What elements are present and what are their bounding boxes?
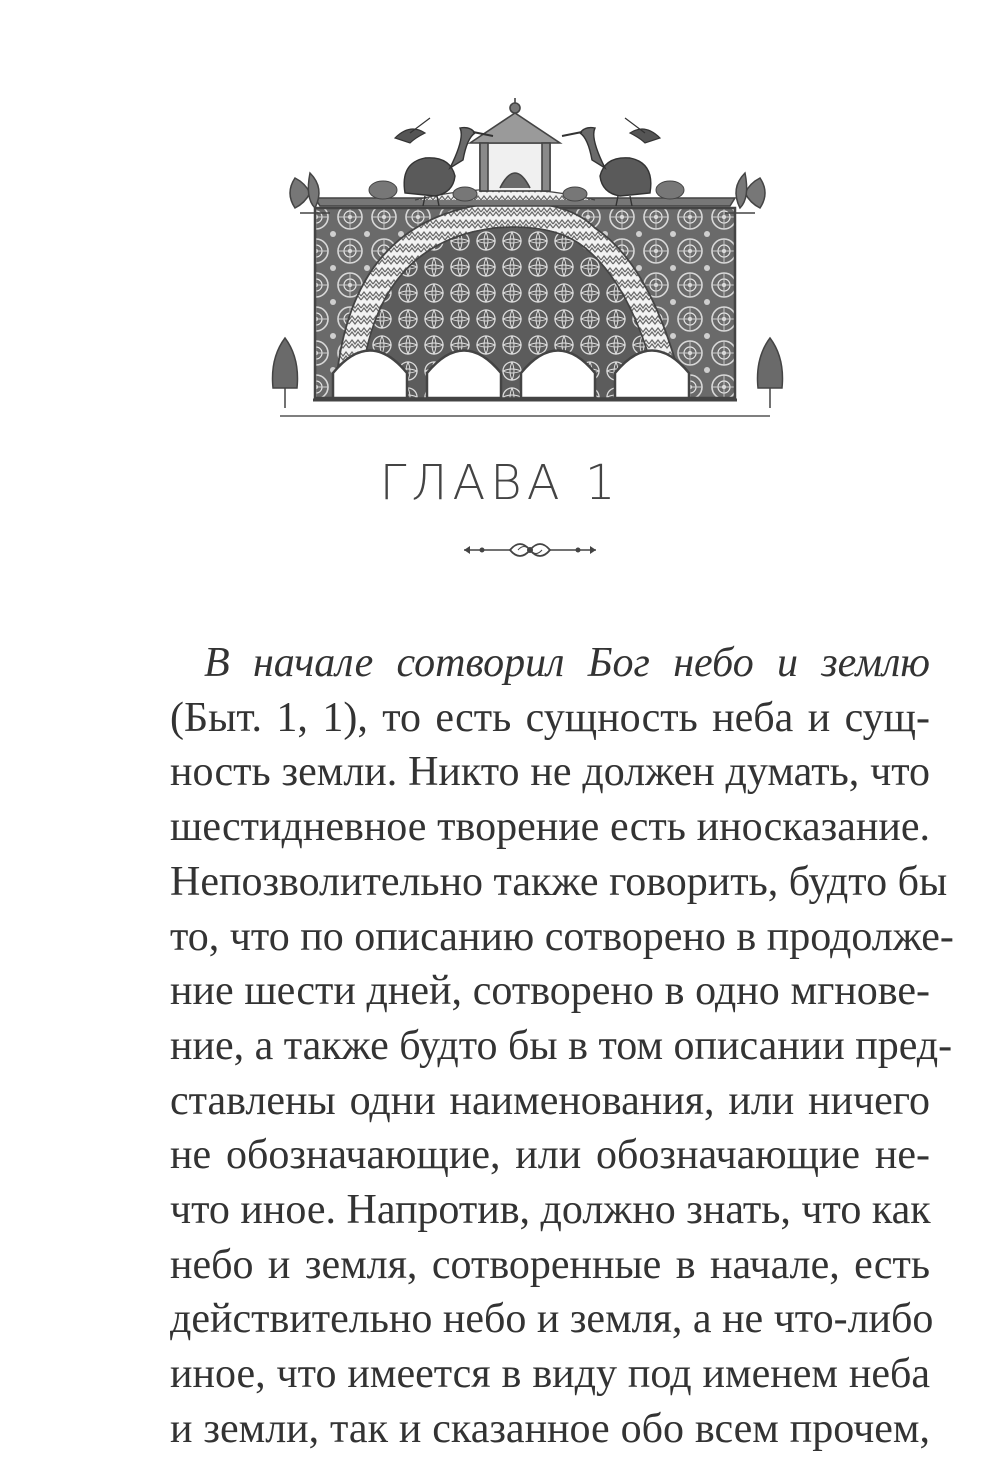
chapter-body-text xyxy=(170,636,954,1457)
text-line: Непозволительно также говорить, будто бы xyxy=(170,858,948,905)
text-line: и земли, так и сказанное обо всем прочем, xyxy=(170,1405,930,1452)
text-line: что иное. Напротив, должно знать, что как xyxy=(170,1187,931,1234)
italic-quote: В начале сотворил Бог небо и землю xyxy=(204,640,930,686)
text-line: (Быт. 1, 1), то есть сущность неба и сущ- xyxy=(170,694,930,741)
text-line: ние шести дней, сотворено в одно мгнове- xyxy=(170,968,930,1015)
text-line: иное, что имеется в виду под именем неба xyxy=(170,1351,930,1398)
text-line: ность земли. Никто не должен думать, что xyxy=(170,749,930,796)
headpiece-illustration xyxy=(265,98,790,428)
text-line: ние, а также будто бы в том описании пред- xyxy=(170,1022,953,1069)
text-line: действительно небо и земля, а не что-либо xyxy=(170,1296,934,1343)
text-line: небо и земля, сотворенные в начале, есть xyxy=(170,1241,930,1288)
chapter-title: ГЛАВА 1 xyxy=(379,455,621,511)
text-line: ставлены одни наименования, или ничего xyxy=(170,1077,930,1124)
text-line: не обозначающие, или обозначающие не- xyxy=(170,1132,930,1179)
text-line xyxy=(170,636,930,691)
ornamental-divider-icon xyxy=(460,535,600,565)
text-line: шестидневное творение есть иносказание. xyxy=(170,804,930,851)
text-line: то, что по описанию сотворено в продолже- xyxy=(170,913,954,960)
